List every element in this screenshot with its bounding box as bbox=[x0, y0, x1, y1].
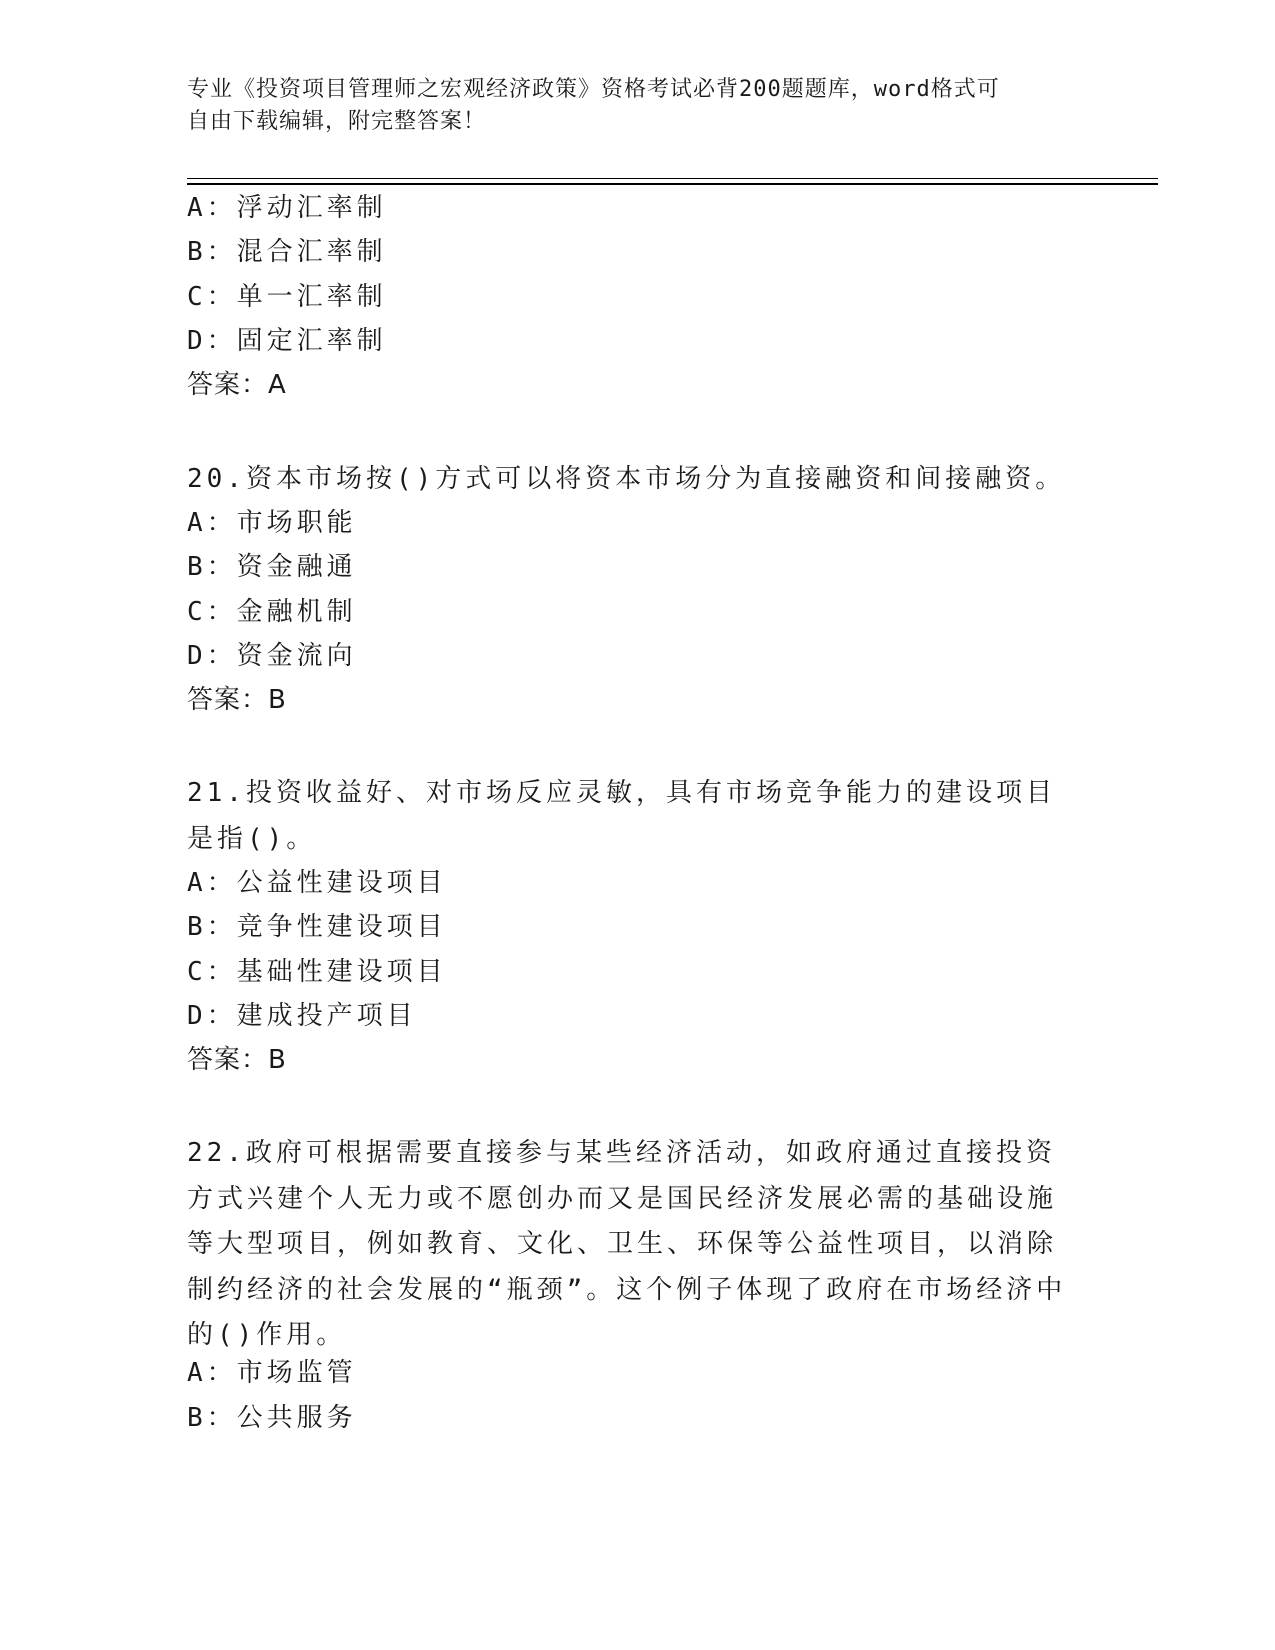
header-divider-thick bbox=[187, 183, 1158, 185]
q21-option-d: D：建成投产项目 bbox=[187, 1001, 417, 1031]
q20-option-d: D：资金流向 bbox=[187, 641, 357, 671]
q22-question: 22.政府可根据需要直接参与某些经济活动，如政府通过直接投资方式兴建个人无力或不愿创办而又是国民经济发展必需的基础设施等大型项目，例如教育、文化、卫生、环保等公益性项目，以消除制约经济的社会发展的“瓶颈”。这个例子体现了政府在市场经济中的()作用。 bbox=[187, 1138, 1067, 1350]
header-line-1: 专业《投资项目管理师之宏观经济政策》资格考试必背200题题库，word格式可 bbox=[187, 77, 1000, 102]
q21-option-a: A：公益性建设项目 bbox=[187, 868, 447, 898]
q20-option-a: A：市场职能 bbox=[187, 508, 357, 538]
q21-question: 21.投资收益好、对市场反应灵敏，具有市场竞争能力的建设项目是指()。 bbox=[187, 778, 1056, 854]
q20-question: 20.资本市场按()方式可以将资本市场分为直接融资和间接融资。 bbox=[187, 464, 1066, 494]
q19-option-d: D：固定汇率制 bbox=[187, 326, 387, 356]
q21-option-c: C：基础性建设项目 bbox=[187, 957, 447, 987]
q20-answer: 答案：B bbox=[187, 685, 287, 715]
q22-option-b: B：公共服务 bbox=[187, 1403, 357, 1433]
q21-option-b: B：竞争性建设项目 bbox=[187, 912, 447, 942]
q22-option-a: A：市场监管 bbox=[187, 1358, 357, 1388]
q20-option-b: B：资金融通 bbox=[187, 552, 357, 582]
q19-option-b: B：混合汇率制 bbox=[187, 237, 387, 267]
q19-option-a: A：浮动汇率制 bbox=[187, 193, 387, 223]
q19-answer: 答案：A bbox=[187, 370, 287, 400]
q19-option-c: C：单一汇率制 bbox=[187, 282, 387, 312]
header-line-2: 自由下载编辑，附完整答案！ bbox=[187, 109, 487, 134]
q20-option-c: C：金融机制 bbox=[187, 597, 357, 627]
header-divider-thin bbox=[187, 178, 1158, 179]
document-header bbox=[187, 74, 1087, 138]
q21-answer: 答案：B bbox=[187, 1045, 287, 1075]
